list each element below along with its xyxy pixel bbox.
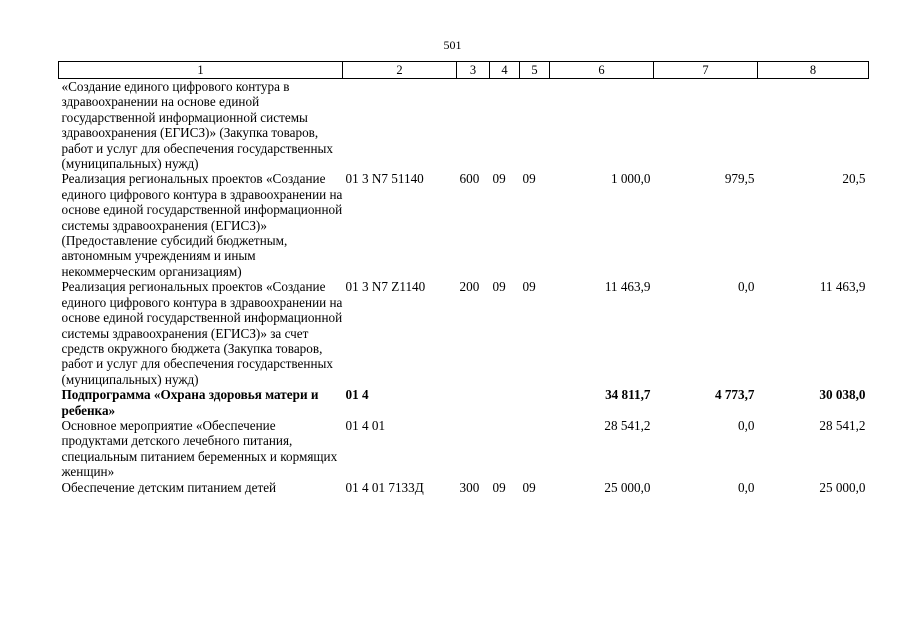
row-section-cell [490, 418, 520, 480]
row-section-cell [490, 79, 520, 172]
row-name-cell: Обеспечение детским питанием детей [61, 479, 277, 495]
row-code-cell: 01 3 N7 Z1140 [345, 279, 426, 295]
page-number: 501 [443, 38, 462, 52]
row-fact-cell: 4 773,7 [714, 387, 755, 403]
table-row [59, 387, 869, 418]
row-name-cell: Подпрограмма «Охрана здоровья матери и ребенка» [61, 387, 319, 418]
row-name-cell: Реализация региональных проектов «Создание единого цифрового контура в здравоохранении на основе единой государственной информационной системы здравоохранения (ЕГИСЗ)» за счет средств окружного бюджета (Закупка товаров, работ и услуг для обеспечения государственных (муниципальных) нужд) [61, 279, 343, 387]
row-rest-cell [758, 79, 869, 172]
row-code-cell [343, 79, 457, 172]
header-col-2: 2 [343, 62, 457, 79]
row-plan-cell: 34 811,7 [605, 387, 651, 403]
budget-table [58, 61, 869, 495]
header-col-5: 5 [520, 62, 550, 79]
row-subsection-cell [520, 418, 550, 480]
row-section-cell: 09 [492, 479, 506, 495]
row-plan-cell: 28 541,2 [604, 417, 651, 433]
row-section-cell [490, 387, 520, 418]
row-section-cell: 09 [492, 171, 506, 187]
row-type-cell [457, 418, 490, 480]
table-row [59, 418, 869, 480]
row-rest-cell: 30 038,0 [819, 387, 866, 403]
row-code-cell: 01 4 01 [345, 417, 386, 433]
row-rest-cell: 11 463,9 [819, 279, 866, 295]
row-type-cell [457, 387, 490, 418]
row-name-cell: Основное мероприятие «Обеспечение продуктами детского лечебного питания, специальным питанием беременных и кормящих женщин» [61, 417, 338, 480]
row-type-cell: 300 [459, 479, 480, 495]
row-rest-cell: 28 541,2 [819, 417, 866, 433]
header-col-1: 1 [59, 62, 343, 79]
row-plan-cell: 25 000,0 [604, 479, 651, 495]
row-fact-cell: 0,0 [738, 417, 755, 433]
row-type-cell: 200 [459, 279, 480, 295]
table-row [59, 171, 869, 279]
header-col-3: 3 [457, 62, 490, 79]
table-row [59, 480, 869, 495]
row-code-cell: 01 4 [345, 387, 369, 403]
row-name-cell: Реализация региональных проектов «Создание единого цифрового контура в здравоохранении на основе единой государственной информационной системы здравоохранения (ЕГИСЗ)» (Предоставление субсидий бюджетным, автономным учреждениям и иным некоммерческим организациям) [61, 171, 343, 279]
header-col-8: 8 [758, 62, 869, 79]
header-col-7: 7 [654, 62, 758, 79]
row-rest-cell: 25 000,0 [819, 479, 866, 495]
row-subsection-cell [520, 79, 550, 172]
table-header-row [59, 62, 869, 79]
row-code-cell: 01 3 N7 51140 [345, 171, 424, 187]
row-fact-cell: 979,5 [724, 171, 755, 187]
row-section-cell: 09 [492, 279, 506, 295]
header-col-4: 4 [490, 62, 520, 79]
row-type-cell: 600 [459, 171, 480, 187]
row-plan-cell [550, 79, 654, 172]
row-subsection-cell: 09 [522, 479, 536, 495]
row-name-cell: «Создание единого цифрового контура в здравоохранении на основе единой государственной информационной системы здравоохранения (ЕГИСЗ)» (Закупка товаров, работ и услуг для обеспечения государственных (муниципальных) нужд) [61, 79, 333, 172]
row-plan-cell: 11 463,9 [604, 279, 651, 295]
header-col-6: 6 [550, 62, 654, 79]
table-body [59, 79, 869, 495]
row-fact-cell: 0,0 [738, 279, 755, 295]
row-rest-cell: 20,5 [842, 171, 866, 187]
row-code-cell: 01 4 01 7133Д [345, 479, 424, 495]
row-plan-cell: 1 000,0 [610, 171, 651, 187]
row-subsection-cell: 09 [522, 171, 536, 187]
row-subsection-cell [520, 387, 550, 418]
table-row [59, 79, 869, 172]
row-fact-cell [654, 79, 758, 172]
row-fact-cell: 0,0 [738, 479, 755, 495]
table-row [59, 279, 869, 387]
row-type-cell [457, 79, 490, 172]
row-subsection-cell: 09 [522, 279, 536, 295]
